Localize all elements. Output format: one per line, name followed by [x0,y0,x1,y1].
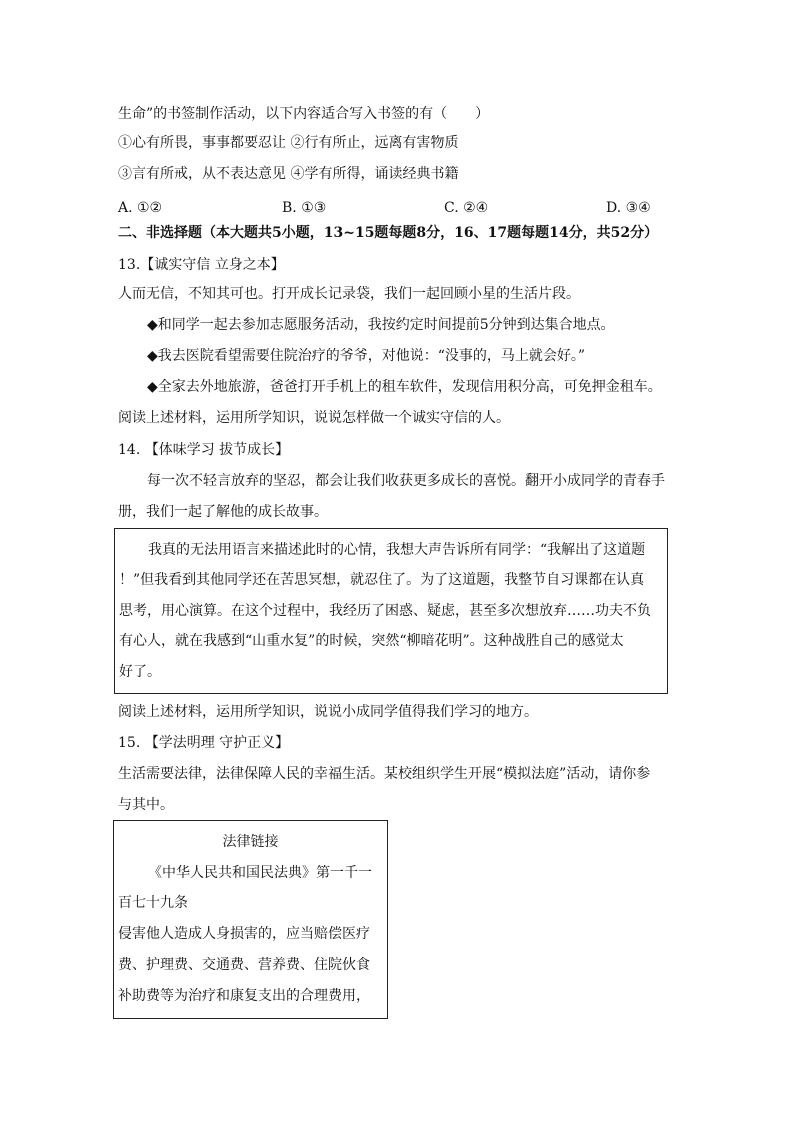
q14-story-line-2: ！”但我看到其他同学还在苦思冥想，就忍住了。为了这道题，我整节自习课都在认真 [119,572,645,588]
q13-bullet-3: ◆全家去外地旅游，爸爸打开手机上的租车软件，发现信用积分高，可免押金租车。 [147,379,662,395]
q13-title: 13.【诚实守信 立身之本】 [118,257,285,273]
q13-intro: 人而无信，不知其可也。打开成长记录袋，我们一起回顾小星的生活片段。 [118,286,580,302]
q15-law-link-heading: 法律链接 [222,834,279,850]
q14-intro-line-1: 每一次不轻言放弃的坚忍，都会让我们收获更多成长的喜悦。翻开小成同学的青春手 [147,473,665,489]
q14-story-box [114,528,668,694]
q12-option-b: B. ①③ [282,200,327,216]
q12-option-c: C. ②④ [444,200,489,216]
q15-law-line-5: 补助费等为治疗和康复支出的合理费用， [118,988,370,1004]
q12-option-a: A. ①② [118,200,163,216]
q12-option-d: D. ③④ [606,200,651,216]
q14-title: 14. 【体味学习 拔节成长】 [118,442,290,458]
q13-bullet-2: ◆我去医院看望需要住院治疗的爷爷，对他说：“没事的，马上就会好。” [147,348,586,364]
q14-story-line-3: 思考，用心演算。在这个过程中，我经历了困惑、疑虑，甚至多次想放弃……功夫不负 [119,603,651,619]
q14-story-line-5: 好了。 [119,664,161,680]
q15-intro-line-1: 生活需要法律，法律保障人民的幸福生活。某校组织学生开展“模拟法庭”活动，请你参 [118,766,651,782]
q14-story-line-1: 我真的无法用语言来描述此时的心情，我想大声告诉所有同学：“我解出了这道题 [148,542,646,558]
q13-question: 阅读上述材料，运用所学知识，说说怎样做一个诚实守信的人。 [118,410,510,426]
q14-intro-line-2: 册，我们一起了解他的成长故事。 [118,504,328,520]
q15-law-line-1: 《中华人民共和国民法典》第一千一 [148,865,372,881]
q15-law-line-4: 费、护理费、交通费、营养费、住院伙食 [118,957,370,973]
section-2-title: 二、非选择题（本大题共5小题，13~15题每题8分，16、17题每题14分，共52分） [118,225,659,241]
q15-title: 15. 【学法明理 守护正义】 [118,735,290,751]
q13-bullet-1: ◆和同学一起去参加志愿服务活动，我按约定时间提前5分钟到达集合地点。 [147,317,615,333]
q12-item-line-1: ①心有所畏，事事都要忍让 ②行有所止，远离有害物质 [118,135,459,151]
q15-intro-line-2: 与其中。 [118,797,174,813]
q15-law-line-3: 侵害他人造成人身损害的，应当赔偿医疗 [118,926,370,942]
q15-law-line-2: 百七十九条 [118,895,188,911]
q12-item-line-2: ③言有所戒，从不表达意见 ④学有所得，诵读经典书籍 [118,166,459,182]
q14-story-line-4: 有心人，就在我感到“山重水复”的时候，突然“柳暗花明”。这种战胜自己的感觉太 [119,633,624,649]
q14-question: 阅读上述材料，运用所学知识，说说小成同学值得我们学习的地方。 [118,704,538,720]
q15-law-link-box [113,820,388,1019]
q12-stem: 生命”的书签制作活动，以下内容适合写入书签的有（ ） [118,106,490,122]
